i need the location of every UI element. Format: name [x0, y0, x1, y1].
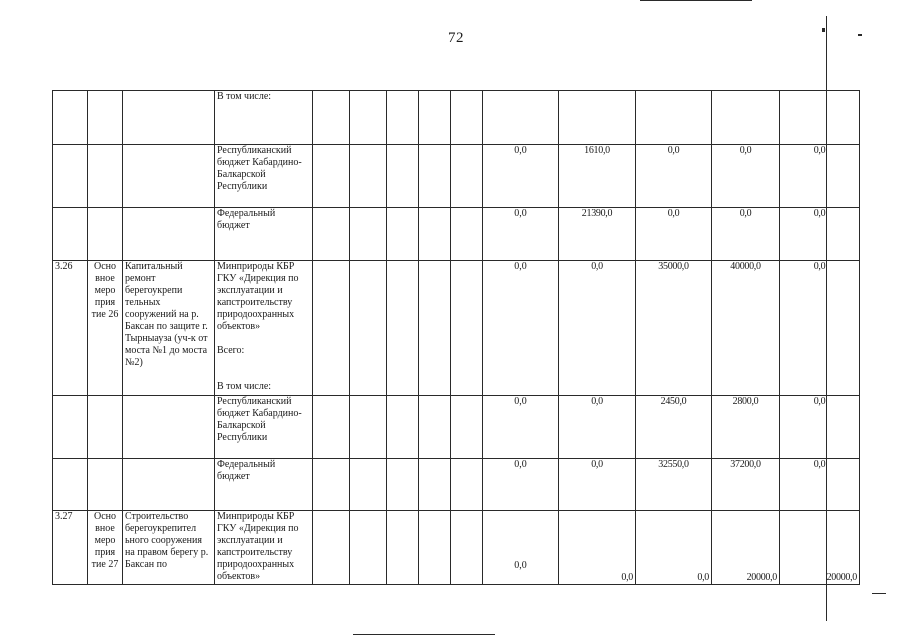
table-row	[53, 91, 860, 145]
cell-desc	[215, 261, 313, 396]
cell-value: 21390,0	[559, 208, 636, 261]
cell-name: Капитальный ремонт берегоукрепи тельных сооружений на р. Баксан по защите г. Тырныауза (уч-к от моста №1 до моста №2)	[123, 261, 215, 396]
cell-value: 0,0	[780, 145, 860, 208]
cell-value: 0,0	[712, 145, 780, 208]
scan-mark-right	[872, 593, 886, 594]
page-number: 72	[448, 30, 464, 46]
cell-value: 35000,0	[636, 261, 712, 396]
cell-value: 2800,0	[712, 396, 780, 459]
table-row	[53, 459, 860, 511]
cell-value: 0,0	[780, 396, 860, 459]
cell-value: 0,0	[559, 511, 636, 585]
cell-value: 0,0	[636, 145, 712, 208]
cell-desc: Минприроды КБР ГКУ «Дирекция по эксплуатации и капстроительству природоохранных объектов»	[215, 511, 313, 585]
scan-top-line	[640, 0, 752, 1]
cell-value: 0,0	[636, 511, 712, 585]
table-row	[53, 145, 860, 208]
cell-value: 1610,0	[559, 145, 636, 208]
table-row	[53, 208, 860, 261]
cell-desc: Республиканский бюджет Кабардино-Балкарской Республики	[215, 396, 313, 459]
cell-value	[636, 91, 712, 145]
cell-name: Строительство берегоукрепител ьного сооружения на правом берегу р. Баксан по	[123, 511, 215, 585]
cell-code: 3.26	[53, 261, 88, 396]
cell-value: 0,0	[483, 396, 559, 459]
cell-value: 20000,0	[712, 511, 780, 585]
scan-edge-line	[826, 16, 827, 621]
table-row	[53, 396, 860, 459]
cell-value: 0,0	[483, 511, 559, 585]
scan-mark-top-right	[858, 34, 862, 36]
cell-value: 0,0	[483, 261, 559, 396]
cell-value	[483, 91, 559, 145]
cell-value: 0,0	[483, 145, 559, 208]
cell-desc: В том числе:	[215, 91, 313, 145]
cell-value	[780, 91, 860, 145]
cell-value: 0,0	[780, 459, 860, 511]
cell-desc: Республиканский бюджет Кабардино-Балкарской Республики	[215, 145, 313, 208]
desc-org: Минприроды КБР ГКУ «Дирекция по эксплуатации и капстроительству природоохранных объектов»	[217, 261, 299, 332]
cell-value	[712, 91, 780, 145]
cell-value: 0,0	[636, 208, 712, 261]
cell-code: 3.27	[53, 511, 88, 585]
cell-value: 0,0	[559, 261, 636, 396]
cell-value: 0,0	[780, 261, 860, 396]
cell-value: 20000,0	[780, 511, 860, 585]
scan-mark-top	[822, 28, 825, 32]
cell-value: 40000,0	[712, 261, 780, 396]
cell-type	[88, 91, 123, 145]
cell-type: Осно вное меро прия тие 26	[88, 261, 123, 396]
table-row	[53, 261, 860, 396]
cell-code	[53, 91, 88, 145]
cell-value: 0,0	[712, 208, 780, 261]
desc-total: Всего:	[217, 345, 245, 356]
cell-type: Осно вное меро прия тие 27	[88, 511, 123, 585]
cell-value: 0,0	[483, 208, 559, 261]
cell-value: 0,0	[483, 459, 559, 511]
cell-value: 37200,0	[712, 459, 780, 511]
cell-value: 2450,0	[636, 396, 712, 459]
budget-table	[52, 90, 860, 585]
cell-value: 0,0	[780, 208, 860, 261]
table-row	[53, 511, 860, 585]
cell-desc: Федеральный бюджет	[215, 208, 313, 261]
desc-sub: В том числе:	[217, 381, 272, 392]
cell-value	[559, 91, 636, 145]
cell-value: 0,0	[559, 396, 636, 459]
cell-desc: Федеральный бюджет	[215, 459, 313, 511]
cell-value: 32550,0	[636, 459, 712, 511]
cell-value: 0,0	[559, 459, 636, 511]
cell-name	[123, 91, 215, 145]
scan-bottom-line	[353, 634, 495, 635]
